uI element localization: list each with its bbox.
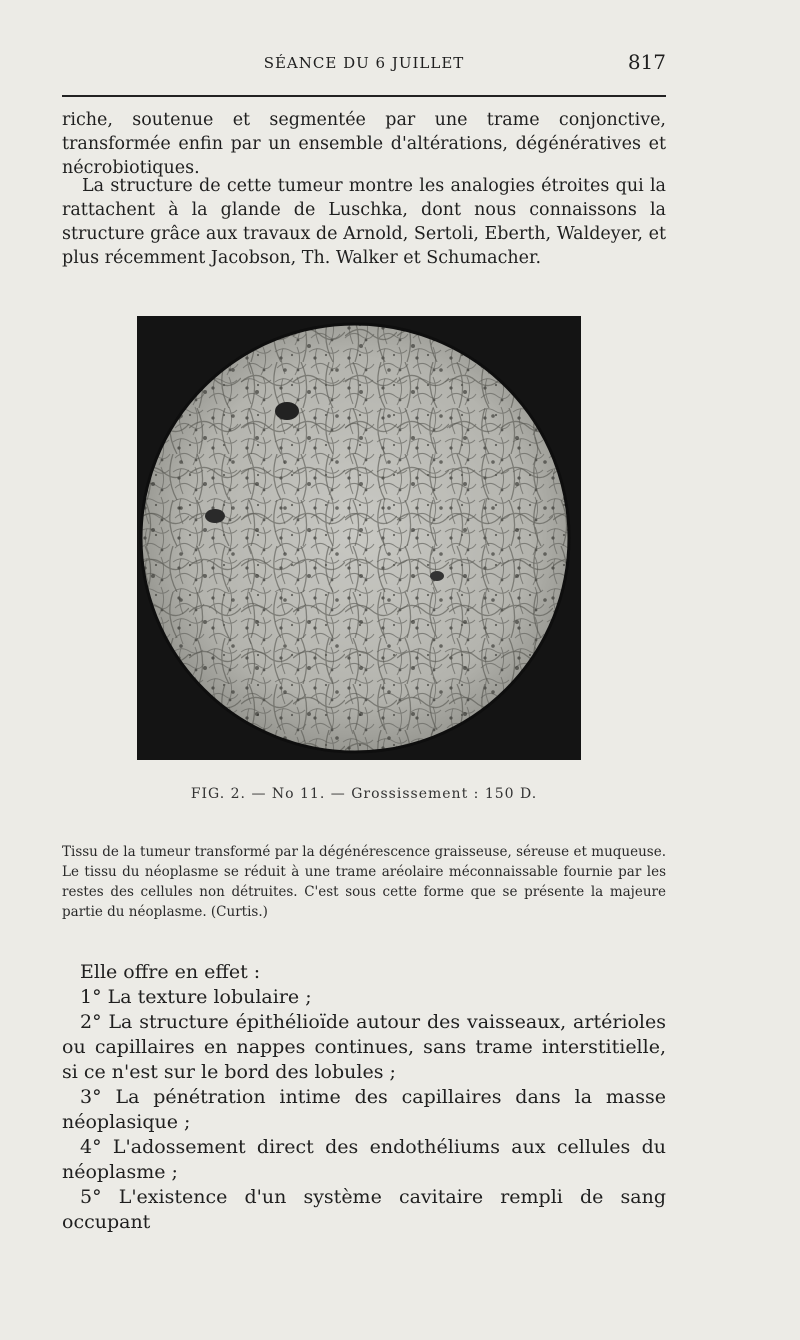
list-intro: Elle offre en effet : [80,961,261,983]
list-item-5: 5° L'existence d'un système cavitaire rempli de sang occupant [62,1186,666,1233]
running-head: SÉANCE DU 6 JUILLET [263,54,465,72]
figure-caption: FIG. 2. — No 11. — Grossissement : 150 D. [190,786,538,802]
header-rule [62,95,666,97]
page-header [62,50,666,80]
list-item-2: 2° La structure épithélioïde autour des vaisseaux, artérioles ou capillaires en nappes continues, sans trame interstitielle, si ce n'est sur le bord des lobules ; [62,1011,666,1083]
features-list [62,960,666,1235]
list-item-4: 4° L'adossement direct des endothéliums aux cellules du néoplasme ; [62,1136,666,1183]
paragraph-1: riche, soutenue et segmentée par une trame conjonctive, transformée enfin par un ensemble d'altérations, dégénératives et nécrobiotiques. [62,110,666,178]
list-item-3: 3° La pénétration intime des capillaires dans la masse néoplasique ; [62,1086,666,1133]
paragraph-2: La structure de cette tumeur montre les analogies étroites qui la rattachent à la glande de Luschka, dont nous connaissons la structure grâce aux travaux de Arnold, Sertoli, Eberth, Waldeyer, et plus récemment Jacobson, Th. Walker et Schumacher. [62,176,666,268]
micrograph-figure [137,316,581,760]
figure-legend: Tissu de la tumeur transformé par la dégénérescence graisseuse, séreuse et muqueuse. Le tissu du néoplasme se réduit à une trame aréolaire méconnaissable fournie par les restes des cellules non détruites. C'est sous cette forme que se présente la majeure partie du néoplasme. (Curtis.) [62,844,666,920]
micrograph-image [137,316,581,760]
list-item-1: 1° La texture lobulaire ; [80,986,312,1008]
page-number: 817 [627,50,666,74]
